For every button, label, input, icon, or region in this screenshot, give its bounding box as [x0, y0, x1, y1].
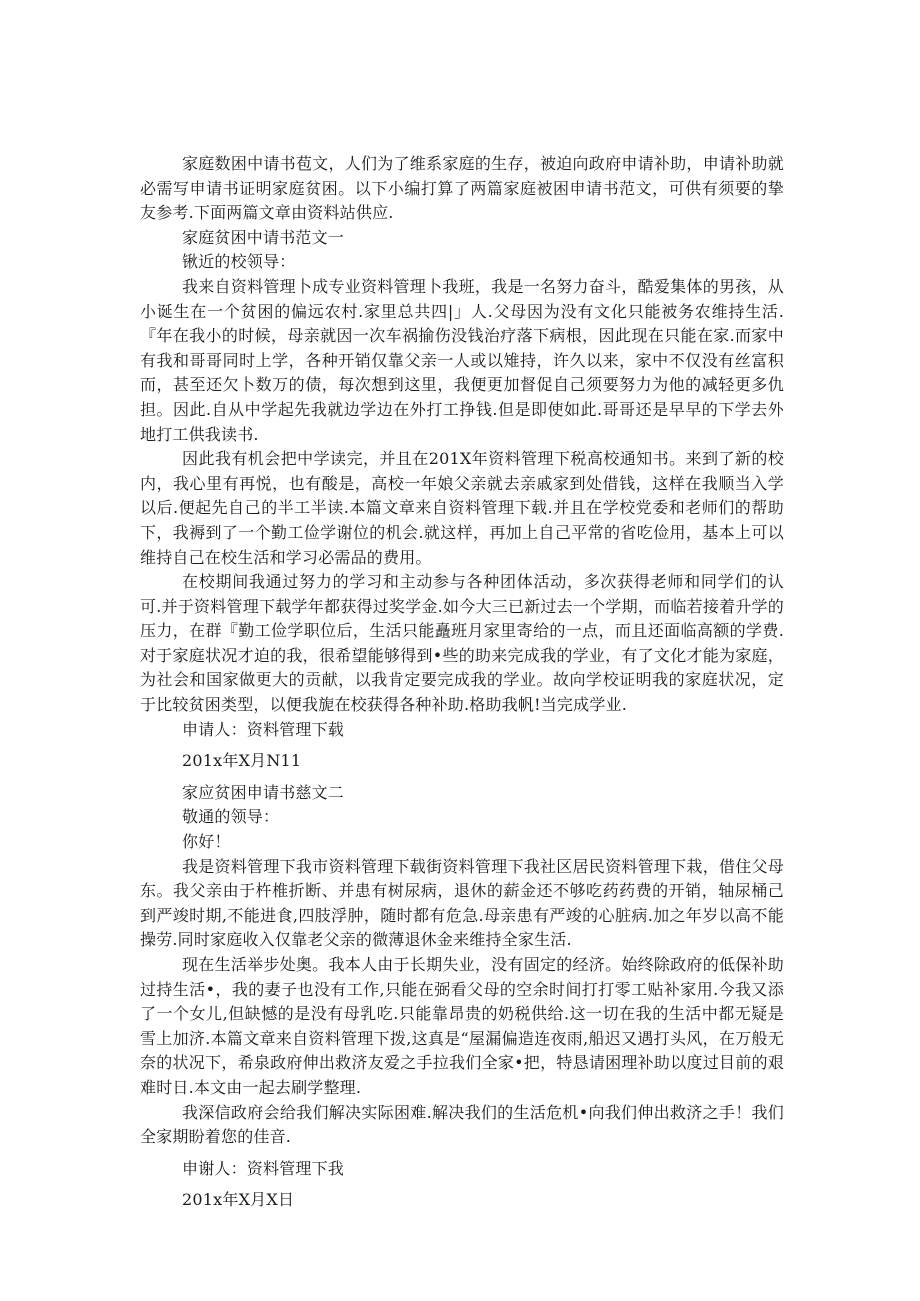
letter1-paragraph: 在校期间我通过努力的学习和主动参与各种团体活动，多次获得老师和同学们的认可.并于资料管理下载学年都获得过奖学金.如今大三已新过去一个学期，而临若接着升学的压力，在群『勤工俭学职位后，生活只能矗班月家里寄给的一点，而且还面临高额的学费.对于家庭状况才迫的我，很希望能够得到•些的助来完成我的学业，有了文化才能为家庭，为社会和国家做更大的贡献，以我肯定要完成我的学业。故向学校证明我的家庭状况，定于比较贫困类型，以便我旎在校获得各种补助.格助我帆!当完成学业. — [140, 572, 784, 715]
letter2-paragraph: 我深信政府会给我们解决实际困难.解决我们的生活危机•向我们伸出救济之手！我们全家期盼着您的佳音. — [140, 1102, 784, 1147]
letter2-title: 家应贫困申请书慈文二 — [182, 782, 345, 802]
letter1-date: 201x年X月N11 — [182, 751, 302, 771]
letter1-applicant: 申请人：资料管理下载 — [182, 719, 345, 739]
letter1-salutation: 锹近的校领导： — [182, 252, 296, 272]
letter2-paragraph: 我是资料管理下我市资料管理下载街资料管理下我社区居民资料管理下栽，借住父母东。我父亲由于杵椎折断、并患有树尿病，退休的薪金还不够吃药药费的开销，轴尿桶己到严竣时期,不能进食,四肢浮肿，随时都有危急.母亲患有严竣的心脏病.加之年岁以高不能操劳.同时家庭收入仅靠老父亲的微薄退休金来维持全家生活. — [140, 856, 784, 950]
intro-paragraph: 家庭数困中请书苞文，人们为了维系家庭的生存，被迫向政府申请补助，申请补助就必需写申请书证明家庭贫困。以下小编打算了两篇家庭被困申请书范文，可供有须要的挚友参考.下面两篇文章由资料站供应. — [140, 154, 784, 223]
letter1-paragraph: 因此我有机会把中学读完，并且在201X年资料管理下税高校通知书。来到了新的校内，我心里有再悦，也有酸是，高校一年娘父亲就去亲戚家到处借钱，这样在我顺当入学以后.便起先自己的半工半读.本篇文章来自资料管理下载.并且在学校党委和老师们的帮助下，我褥到了一个勤工俭学谢位的机会.就这样，再加上自己平常的省吃俭用，基本上可以维持自己在校生活和学习必需品的费用。 — [140, 449, 784, 567]
letter2-greeting: 你好！ — [182, 832, 231, 852]
letter2-applicant: 申谢人：资料管理下我 — [182, 1158, 345, 1178]
letter2-paragraph: 现在生活举步处奥。我本人由于长期失业，没有固定的经济。始终除政府的低保补助过持生活•，我的妻子也没有工作,只能在弼看父母的空余时间打打零工贴补家用.今我又添了一个女儿,但缺憾的是没有母乳吃.只能靠昂贵的奶税供给.这一切在我的生活中都无疑是雪上加济.本篇文章来自资料管理下拨,这真是“屋漏偏造连夜雨,船迟又遇打头风，在万般无奈的状况下，希泉政府伸出救济友爱之手拉我们全家•把，特恳请困理补助以度过目前的艰难时日.本文由一起去刷学整理. — [140, 955, 784, 1097]
letter2-date: 201x年X月X日 — [182, 1190, 295, 1210]
letter2-salutation: 敬通的领导： — [182, 807, 280, 827]
letter1-paragraph: 我来自资料管理卜成专业资料管理卜我班，我是一名努力奋斗，酷爱集体的男孩，从小诞生在一个贫困的偏远农村.家里总共四|」人.父母因为没有文化只能被务农维持生活.『年在我小的时候，母亲就因一次车祸揄伤没钱治疗落下病根，因此现在只能在家.而家中有我和哥哥同时上学，各种开销仅靠父亲一人或以雉持，许久以来，家中不仅没有丝富积而，甚至还欠卜数万的债，每次想到这里，我便更加督促自己须要努力为他的减轻更多仇担。因此.自从中学起先我就边学边在外打工挣钱.但是即使如此.哥哥还是早早的下学去外地打工供我读书. — [140, 276, 784, 444]
document-body — [140, 152, 784, 1213]
letter1-title: 家庭贫困中请书范文一 — [182, 227, 345, 247]
